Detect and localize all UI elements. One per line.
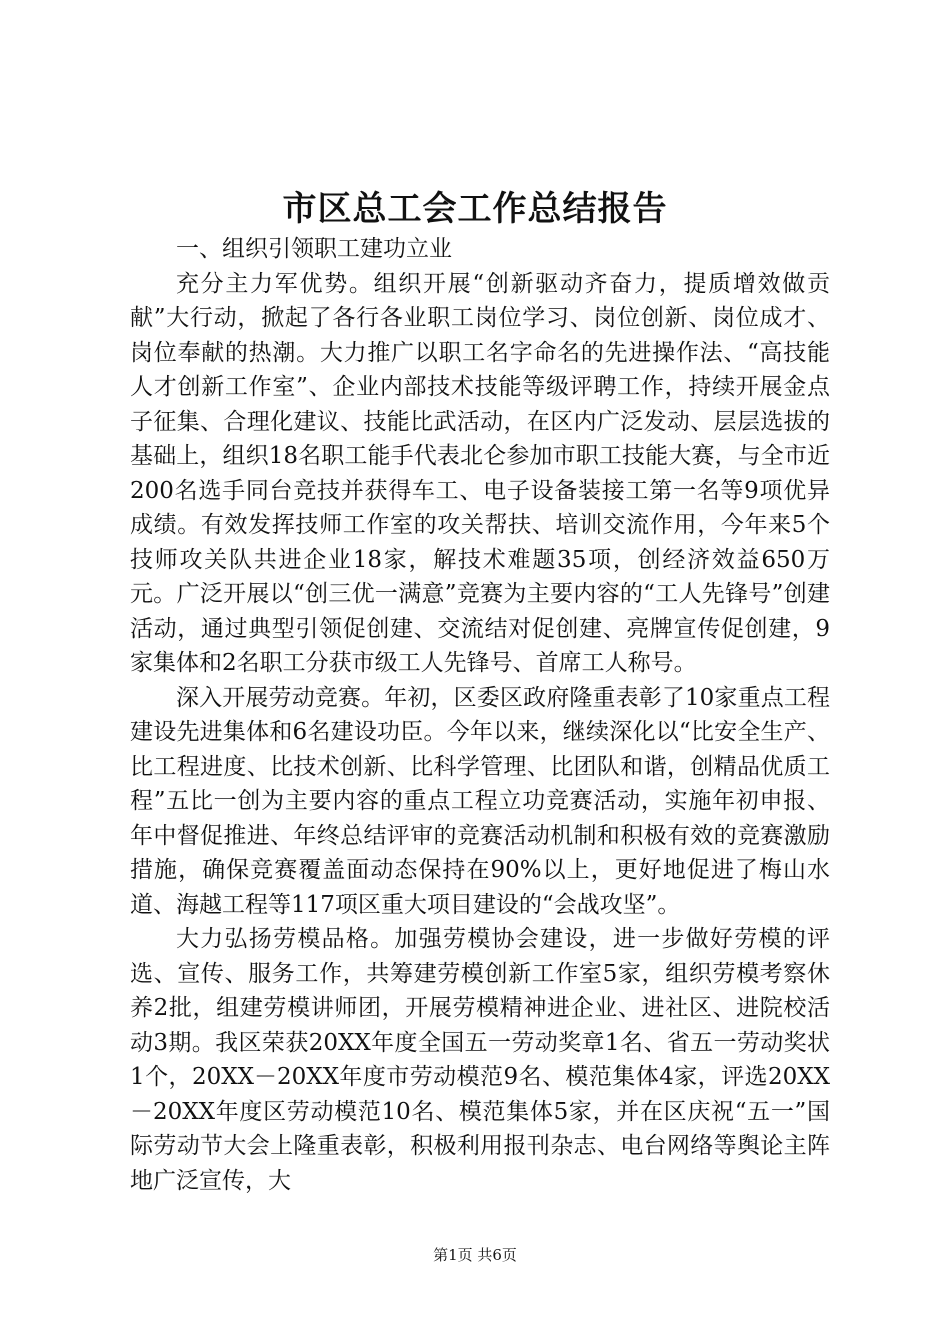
paragraph-labor-force: 充分主力军优势。组织开展“创新驱动齐奋力，提质增效做贡献”大行动，掀起了各行各业职工岗位学习、岗位创新、岗位成才、岗位奉献的热潮。大力推广以职工名字命名的先进操作法、“高技能人才创新工作室”、企业内部技术技能等级评聘工作，持续开展金点子征集、合理化建议、技能比武活动，在区内广泛发动、层层选拔的基础上，组织18名职工能手代表北仑参加市职工技能大赛，与全市近200名选手同台竞技并获得车工、电子设备装接工第一名等9项优异成绩。有效发挥技师工作室的攻关帮扶、培训交流作用，今年来5个技师攻关队共进企业18家，解技术难题35项，创经济效益650万元。广泛开展以“创三优一满意”竞赛为主要内容的“工人先锋号”创建活动，通过典型引领促创建、交流结对促创建、亮牌宣传促创建，9家集体和2名职工分获市级工人先锋号、首席工人称号。 [130, 270, 830, 676]
document-body [130, 232, 830, 1198]
paragraph-model-workers: 大力弘扬劳模品格。加强劳模协会建设，进一步做好劳模的评选、宣传、服务工作，共筹建劳模创新工作室5家，组织劳模考察休养2批，组建劳模讲师团，开展劳模精神进企业、进社区、进院校活动3期。我区荣获20XX年度全国五一劳动奖章1名、省五一劳动奖状1个，20XX－20XX年度市劳动模范9名、模范集体4家，评选20XX－20XX年度区劳动模范10名、模范集体5家，并在区庆祝“五一”国际劳动节大会上隆重表彰，积极利用报刊杂志、电台网络等舆论主阵地广泛宣传，大 [130, 926, 830, 1194]
section-heading: 一、组织引领职工建功立业 [176, 236, 452, 262]
page-footer: 第1页 共6页 [433, 1246, 517, 1264]
document-title: 市区总工会工作总结报告 [282, 189, 668, 229]
paragraph-labor-competition: 深入开展劳动竞赛。年初，区委区政府隆重表彰了10家重点工程建设先进集体和6名建设功臣。今年以来，继续深化以“比安全生产、比工程进度、比技术创新、比科学管理、比团队和谐，创精品优质工程”五比一创为主要内容的重点工程立功竞赛活动，实施年初申报、年中督促推进、年终总结评审的竞赛活动机制和积极有效的竞赛激励措施，确保竞赛覆盖面动态保持在90%以上，更好地促进了梅山水道、海越工程等117项区重大项目建设的“会战攻坚”。 [130, 684, 830, 918]
